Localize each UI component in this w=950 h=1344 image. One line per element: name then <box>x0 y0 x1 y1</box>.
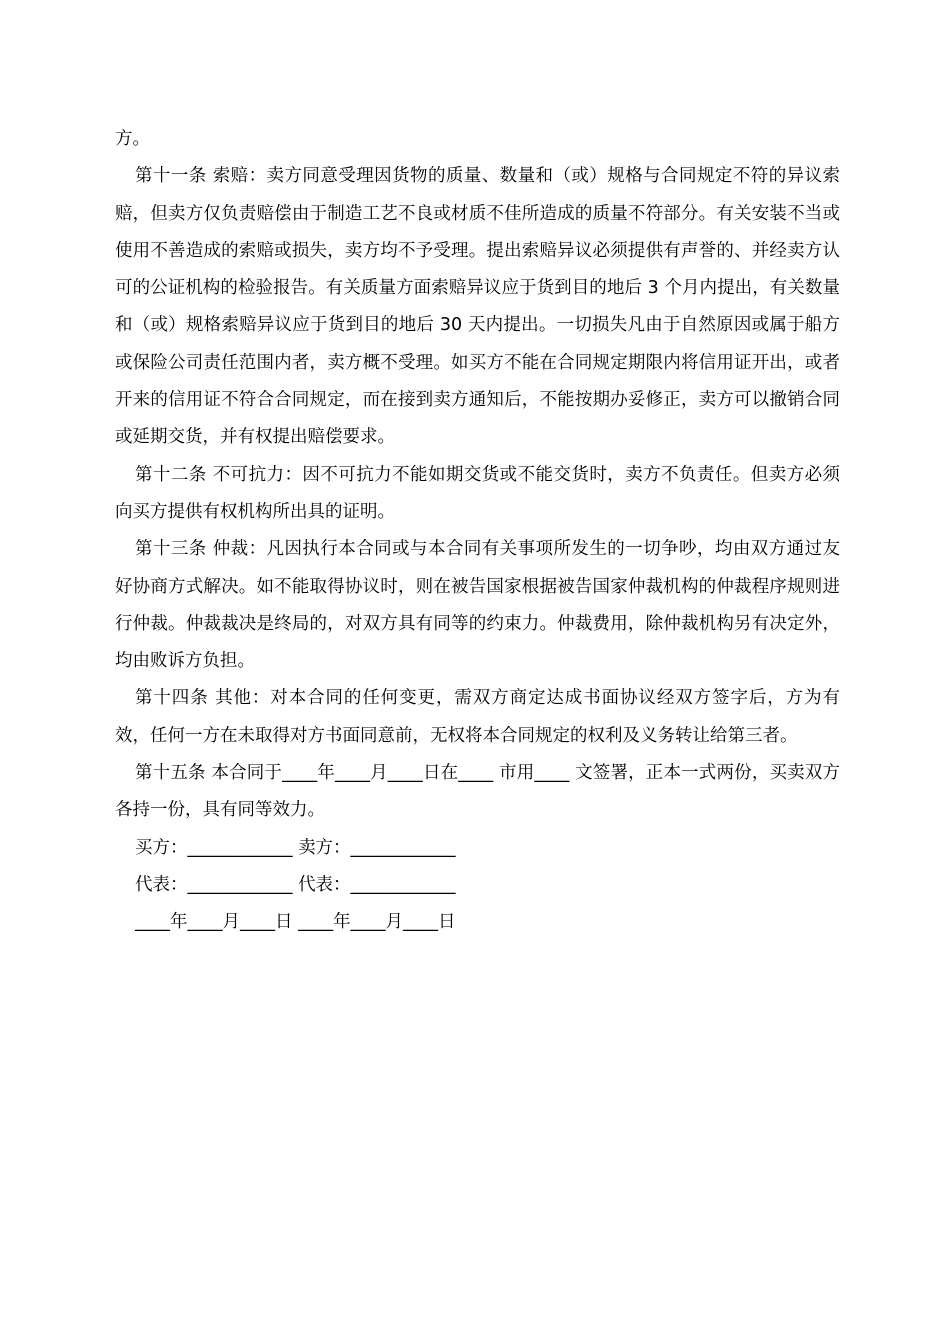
document-body <box>115 121 840 942</box>
article-13-arbitration: 第十三条 仲裁：凡因执行本合同或与本合同有关事项所发生的一切争吵，均由双方通过友好协商方式解决。如不能取得协议时，则在被告国家根据被告国家仲裁机构的仲裁程序规则进行仲裁。仲裁裁决是终局的，对双方具有同等的约束力。仲裁费用，除仲裁机构另有决定外，均由败诉方负担。 <box>115 539 840 672</box>
signature-dates-line: ____年____月____日 ____年____月____日 <box>135 912 456 933</box>
article-14-others: 第十四条 其他：对本合同的任何变更，需双方商定达成书面协议经双方签字后，方为有效，任何一方在未取得对方书面同意前，无权将本合同规定的权利及义务转让给第三者。 <box>115 688 840 746</box>
signature-block <box>115 830 840 942</box>
article-12-force-majeure: 第十二条 不可抗力：因不可抗力不能如期交货或不能交货时，卖方不负责任。但卖方必须向买方提供有权机构所出具的证明。 <box>115 464 840 522</box>
article-11-claims: 第十一条 索赔：卖方同意受理因货物的质量、数量和（或）规格与合同规定不符的异议索赔，但卖方仅负责赔偿由于制造工艺不良或材质不佳所造成的质量不符部分。有关安装不当或使用不善造成的索赔或损失，卖方均不予受理。提出索赔异议必须提供有声誉的、并经卖方认可的公证机构的检验报告。有关质量方面索赔异议应于货到目的地后 3 个月内提出，有关数量和（或）规格索赔异议应于货到目的地后 30 天内提出。一切损失凡由于自然原因或属于船方或保险公司责任范围内者，卖方概不受理。如买方不能在合同规定期限内将信用证开出，或者开来的信用证不符合合同规定，而在接到卖方通知后，不能按期办妥修正，卖方可以撤销合同或延期交货，并有权提出赔偿要求。 <box>115 166 840 448</box>
signature-parties-line: 买方：____________ 卖方：____________ <box>135 837 456 858</box>
article-15-signing: 第十五条 本合同于____年____月____日在____ 市用____ 文签署，正本一式两份，买卖双方各持一份，具有同等效力。 <box>115 763 840 821</box>
paragraph-continuation: 方。 <box>115 129 150 149</box>
signature-representatives-line: 代表：____________ 代表：____________ <box>135 874 456 895</box>
